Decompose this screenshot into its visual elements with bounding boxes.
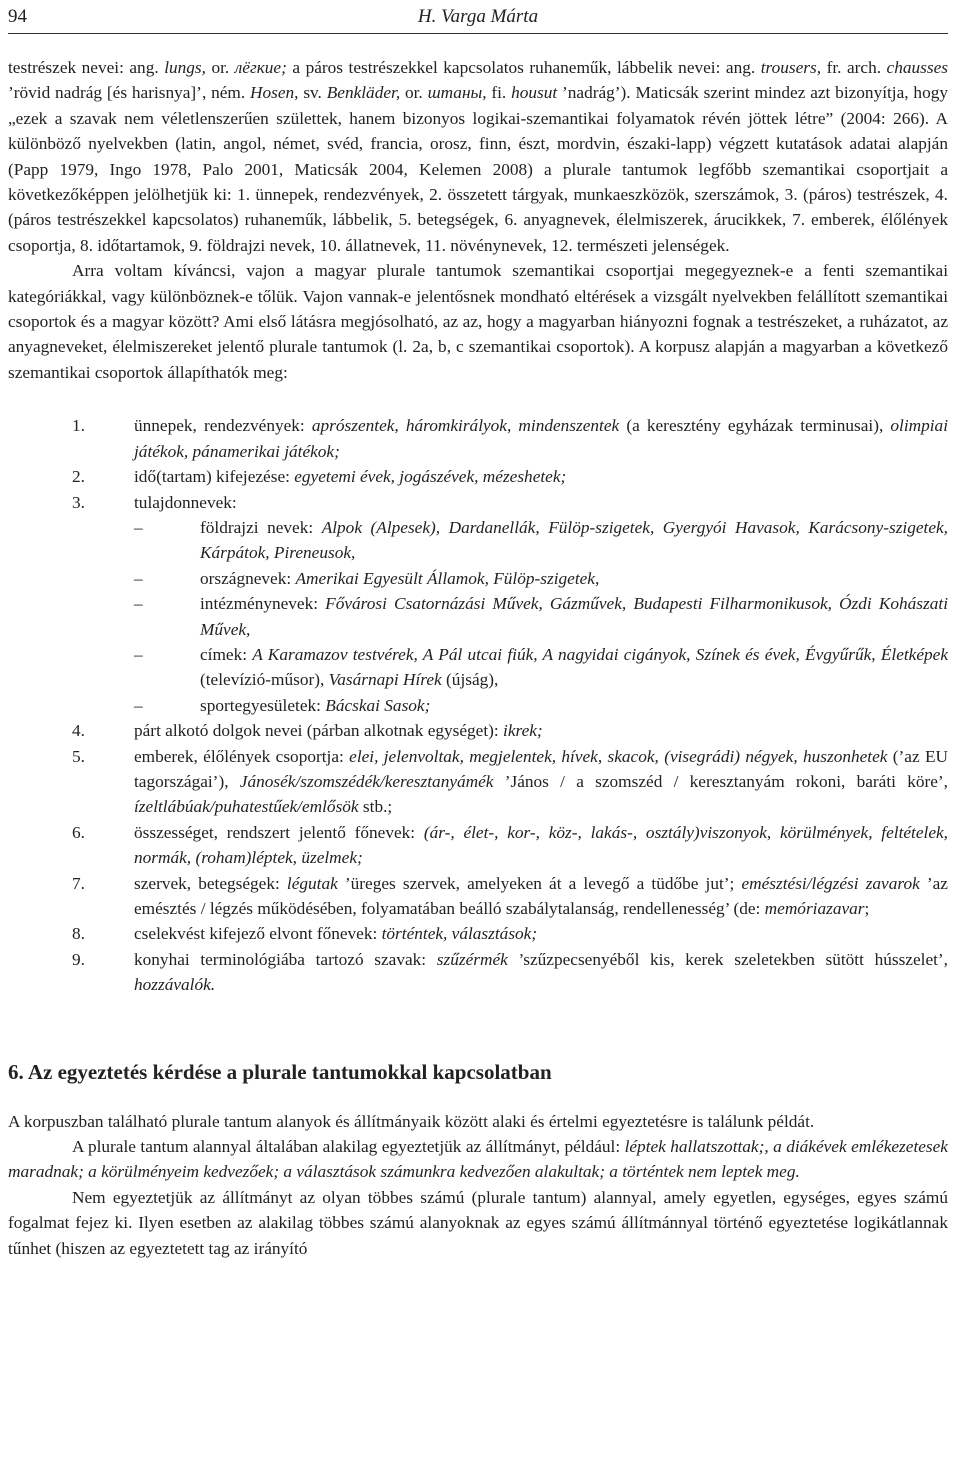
subcategory-item [134,515,948,566]
text-run: ’üreges szervek, amelyeken át a levegő a tüdőbe jut’; [337,873,742,893]
italic-example: chausses [886,58,948,77]
category-text [134,823,948,867]
running-head [8,2,948,32]
dash-bullet: – [134,695,143,715]
intro-paragraph-1 [8,55,948,258]
italic-example: szűzérmék [436,949,508,969]
text-run: ünnepek, rendezvények: [134,416,312,436]
text-run: or. [400,83,428,103]
italic-example: housut [511,83,558,103]
subcategory-text [200,594,948,638]
category-text [134,950,948,994]
text-run: szervek, betegségek: [134,873,287,893]
text-run: idő(tartam) kifejezése: [134,467,295,487]
italic-example: Fővárosi Csatornázási Művek, Gázművek, Budapesti Filharmonikusok, Ózdi Kohászati Művek, [200,594,948,639]
intro-paragraph-2: Arra voltam kíváncsi, vajon a magyar plurale tantumok szemantikai csoportjai megegyeznek-e a fenti szemantikai kategóriákkal, vagy különböznek-e tőlük. Vajon vannak-e jelentősnek mondható eltérések a vizsgált nyelvekben felállított szemantikai csoportok és a magyar között? Ami első látásra megjósolható, az az, hogy a magyarban hiányozni fognak a testrészeket, a ruházatot, az anyagneveket, élelmiszereket jelentő plurale tantumok (l. 2a, b, c szemantikai csoportok). A korpusz alapján a magyarban a következő szemantikai csoportok állapíthatók meg: [8,261,948,382]
italic-example: memóriazavar [764,899,865,918]
text-run: or. [205,58,235,77]
subcategory-text [200,645,948,689]
running-head-author: H. Varga Márta [417,6,539,27]
category-text [134,467,566,486]
text-run: cselekvést kifejező elvont főnevek: [134,924,382,944]
page-number: 94 [8,6,27,27]
text-run: (’az EU tagországai’), [134,746,949,791]
subcategory-item [134,591,948,642]
category-number: 3. [72,492,85,512]
category-text [134,924,537,943]
italic-example: elei, jelenvoltak, megjelentek, hívek, skacok, (visegrádi) négyek, huszonhetek [349,746,888,766]
text-run: tulajdonnevek: [134,492,237,512]
dash-bullet: – [134,644,143,664]
italic-example: A Karamazov testvérek, A Pál utcai fiúk, A nagyidai cigányok, Színek és évek, Évgyűrűk, Életképek [252,644,948,664]
text-run: (televízió-műsor), [200,670,329,690]
category-number: 4. [72,721,85,741]
category-text [134,874,948,918]
dash-bullet: – [134,517,143,537]
italic-example: (ár-, élet-, kor-, köz-, lakás-, osztály)viszonyok, körülmények, feltételek, normák, (roham)léptek, üzelmek; [134,822,948,868]
category-item [8,490,948,719]
text-run: címek: [200,644,253,664]
italic-example: лёгкие; [234,58,287,77]
italic-example: штаны, [427,83,487,103]
text-run: (újság), [441,670,499,690]
subcategory-text [200,569,599,588]
text-run: stb.; [358,797,393,817]
section-paragraph-2 [8,1134,948,1185]
category-text [134,747,948,817]
text-run: a páros testrészekkel kapcsolatos ruhaneműk, lábbelik nevei: ang. [286,58,761,77]
text-run: testrészek nevei: ang. [8,58,165,77]
category-number: 1. [72,416,85,436]
category-item [8,820,948,871]
header-rule [8,33,948,34]
italic-example: trousers, [760,58,822,77]
text-run: ’rövid nadrág [és harisnya]’, ném. [8,83,250,103]
italic-example: Amerikai Egyesült Államok, Fülöp-szigetek, [295,568,600,588]
semantic-category-list [8,413,948,997]
italic-example: olimpiai játékok, pánamerikai játékok; [134,416,948,461]
category-item [8,413,948,464]
category-item [8,744,948,820]
text-run: sportegyesületek: [200,695,326,715]
text-run: intézménynevek: [200,594,326,614]
italic-example: Vasárnapi Hírek [328,670,442,690]
subcategory-item [134,642,948,693]
text-run: összességet, rendszert jelentő főnevek: [134,822,424,842]
italic-example: Alpok (Alpesek), Dardanellák, Fülöp-szigetek, Gyergyói Havasok, Karácsony-szigetek, Kárpátok, Pireneusok, [200,517,948,563]
category-item [8,871,948,922]
subcategory-text [200,696,430,715]
text-run: sv. [298,83,327,103]
italic-example: ikrek; [503,721,543,741]
italic-example: Bácskai Sasok; [325,695,431,715]
dash-bullet: – [134,594,143,614]
section-paragraph-3: Nem egyeztetjük az állítmányt az olyan többes számú (plurale tantum) alannyal, amely egyetlen, egységes, egyes számú fogalmat fejez ki. Ilyen esetben az alakilag többes számú alanyoknak az egyes számú állítmánnyal történő egyeztetése logikátlannak tűnhet (hiszen az egyeztetett tag az irányító [8,1187,948,1258]
italic-example: Jánosék/szomszédék/keresztanyámék [239,771,494,791]
category-number: 8. [72,924,85,944]
italic-example: aprószentek, háromkirályok, mindenszentek [311,416,620,436]
dash-bullet: – [134,568,143,588]
category-item [8,921,948,946]
section-paragraph-1: A korpuszban található plurale tantum alanyok és állítmányaik között alaki és értelmi egyeztetésre is találunk példát. [8,1111,815,1131]
category-text [134,493,237,512]
text-run: ’szűzpecsenyéből kis, kerek szeletekben sütött hússzelet’, [507,949,948,969]
text-run: fi. [486,83,512,103]
category-item [8,718,948,743]
category-number: 2. [72,467,85,487]
text-run: (a keresztény egyházak terminusai), [619,416,891,436]
category-text [134,721,543,740]
italic-example: ízeltlábúak/puhatestűek/emlősök [134,797,359,817]
category-number: 7. [72,873,85,893]
category-item [8,464,948,489]
text-run: fr. arch. [821,58,887,77]
italic-example: léptek hallatszottak;, a diákévek emlékezetesek maradnak; a körülményeim kedvezőek; a választások számunkra kedvezően alakultak; a történtek nem leptek meg. [8,1137,948,1182]
text-run: országnevek: [200,568,296,588]
text-run: ’János / a szomszéd / keresztanyám rokoni, baráti köre’, [493,771,948,791]
italic-example: egyetemi évek, jogászévek, mézeshetek; [294,467,567,487]
italic-example: Benkläder, [326,83,401,103]
section-heading: 6. Az egyeztetés kérdése a plurale tantumokkal kapcsolatban [8,1059,552,1084]
italic-example: lungs, [164,58,206,77]
italic-example: légutak [286,873,338,893]
proper-name-sublist [134,515,948,718]
italic-example: emésztési/légzési zavarok [741,873,920,893]
category-item [8,947,948,998]
text-run: földrajzi nevek: [200,517,322,537]
subcategory-item [134,566,948,591]
text-run: A plurale tantum alannyal általában alakilag egyeztetjük az állítmányt, például: [72,1137,625,1157]
category-number: 6. [72,822,85,842]
page [0,2,960,1483]
text-run: párt alkotó dolgok nevei (párban alkotnak egységet): [134,721,504,741]
text-run: ’az emésztés / légzés működésében, folyamatában beálló szabálytalanság, rendellenesség’ (de: [134,873,948,918]
italic-example: történtek, választások; [381,924,538,944]
subcategory-item [134,693,948,718]
text-run: ; [864,899,870,918]
category-text [134,416,948,460]
italic-example: hozzávalók. [134,975,216,995]
subcategory-text [200,518,948,562]
text-run: ’nadrág’). Maticsák szerint mindez azt bizonyítja, hogy „ezek a szavak nem véletlenszerűen születtek, hanem bizonyos logikai-szemantikai folyamatok révén jöttek létre” (2004: 266). A különböző nyelvekben (latin, angol, német, svéd, francia, orosz, finn, észt, mordvin, északi-lapp) végzett kutatások adatai alapján (Papp 1979, Ingo 1978, Palo 2001, Maticsák 2004, Kelemen 2008) a plurale tantumok legfőbb szemantikai csoportjait a következőképpen jelölhetjük ki: 1. ünnepek, rendezvények, 2. összetett tárgyak, munkaeszközök, szerszámok, 3. (páros) testrészek, 4. (páros testrészekkel kapcsolatos) ruhaneműk, lábbelik, 5. betegségek, 6. anyagnevek, élelmiszerek, árucikkek, 7. emberek, élőlények csoportja, 8. időtartamok, 9. földrajzi nevek, 10. állatnevek, 11. növénynevek, 12. természeti jelenségek. [8,83,948,255]
text-run: konyhai terminológiába tartozó szavak: [134,949,437,969]
category-number: 5. [72,746,85,766]
text-run: emberek, élőlények csoportja: [134,746,350,766]
category-number: 9. [72,949,85,969]
italic-example: Hosen, [250,83,299,103]
